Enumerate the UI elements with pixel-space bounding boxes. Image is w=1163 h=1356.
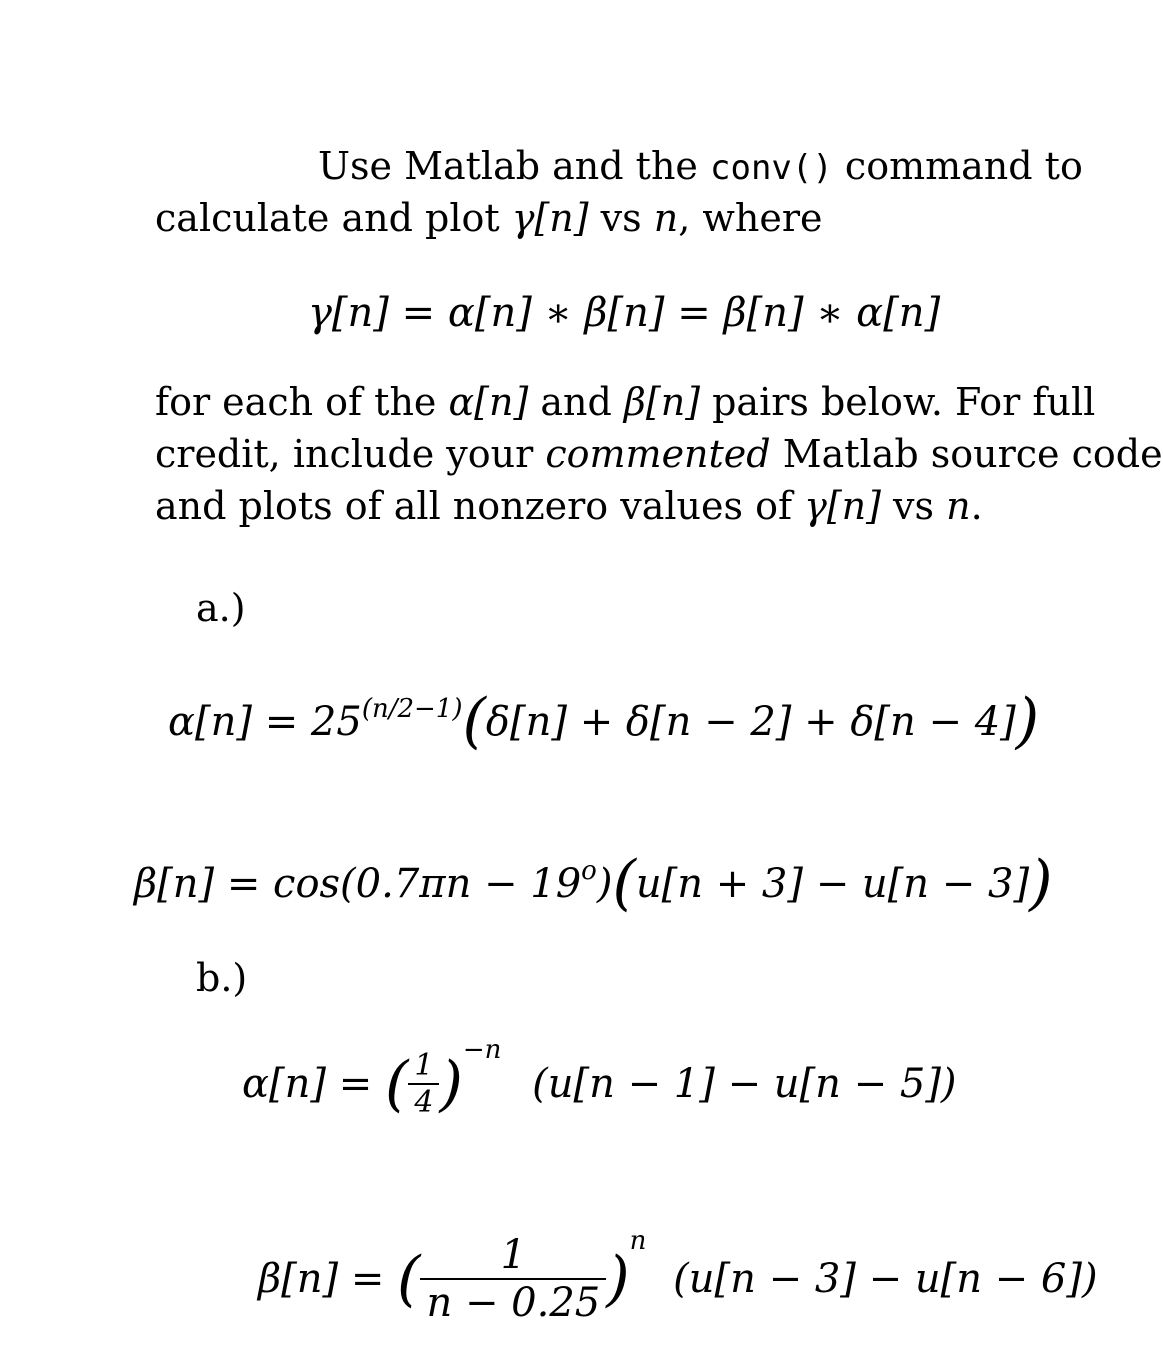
part-b-beta-equation (258, 1226, 1098, 1326)
body-text: credit, include your (155, 432, 546, 476)
fraction-numerator: 1 (420, 1232, 606, 1280)
body-text: for each of the (155, 380, 449, 424)
alpha-symbol: α[n] (448, 380, 529, 424)
part-b-label: b.) (196, 956, 248, 1000)
body-text: Matlab source code (770, 432, 1163, 476)
intro-line-1 (318, 140, 1083, 194)
n-symbol: n (653, 196, 679, 240)
left-paren-icon: ( (612, 848, 636, 918)
body-line-3 (155, 480, 983, 532)
beta-rhs: u[n + 3] − u[n − 3] (635, 861, 1030, 907)
body-text: pairs below. For full (700, 380, 1096, 424)
gamma-symbol: γ[n] (804, 484, 881, 528)
alpha-exponent: −n (462, 1035, 502, 1065)
right-paren-icon: ) (606, 1244, 630, 1314)
beta-exponent: n (629, 1226, 647, 1256)
right-paren-icon: ) (1029, 848, 1053, 918)
alpha-lhs: α[n] = (242, 1061, 373, 1107)
fraction-one-quarter (408, 1048, 439, 1120)
degree-symbol: o (581, 856, 597, 886)
gamma-symbol: γ[n] (511, 196, 589, 240)
alpha-rhs: δ[n] + δ[n − 2] + δ[n − 4] (485, 699, 1016, 745)
body-text: and plots of all nonzero values of (155, 484, 805, 528)
body-text: and (528, 380, 624, 424)
intro-text: command to (832, 144, 1083, 188)
code-conv: conv() (710, 148, 833, 188)
beta-symbol: β[n] (623, 380, 701, 424)
n-symbol: n (946, 484, 971, 528)
alpha-lhs: α[n] = 25 (168, 699, 362, 745)
beta-close-paren: ) (596, 861, 613, 907)
part-a-label: a.) (196, 586, 246, 630)
part-b-alpha-equation (242, 1035, 957, 1120)
beta-rhs: (u[n − 3] − u[n − 6]) (673, 1256, 1098, 1302)
fraction-denominator: n − 0.25 (426, 1280, 601, 1326)
main-equation: γ[n] = α[n] ∗ β[n] = β[n] ∗ α[n] (308, 290, 941, 336)
beta-lhs: β[n] = cos(0.7πn − 19 (134, 861, 582, 907)
left-paren-icon: ( (397, 1244, 421, 1314)
body-line-1 (155, 376, 1095, 428)
left-paren-icon: ( (384, 1049, 409, 1119)
right-paren-icon: ) (439, 1049, 463, 1119)
body-text: . (970, 484, 983, 528)
body-line-2 (155, 428, 1163, 480)
intro-text: calculate and plot (155, 196, 512, 240)
fraction-numerator: 1 (408, 1048, 439, 1085)
intro-line-2 (155, 192, 823, 244)
intro-text: Use Matlab and the (318, 144, 710, 188)
part-a-beta-equation (134, 842, 1053, 918)
beta-lhs: β[n] = (258, 1256, 385, 1302)
part-a-alpha-equation (168, 680, 1040, 756)
fraction-one-over-n (420, 1232, 606, 1326)
fraction-denominator: 4 (414, 1085, 434, 1120)
body-text: vs (880, 484, 947, 528)
intro-text: vs (588, 196, 654, 240)
right-paren-icon: ) (1015, 686, 1040, 756)
left-paren-icon: ( (462, 686, 486, 756)
alpha-exponent: (n/2−1) (361, 694, 463, 724)
emphasis-commented: commented (545, 432, 771, 476)
alpha-rhs: (u[n − 1] − u[n − 5]) (532, 1061, 957, 1107)
intro-text: , where (678, 196, 823, 240)
